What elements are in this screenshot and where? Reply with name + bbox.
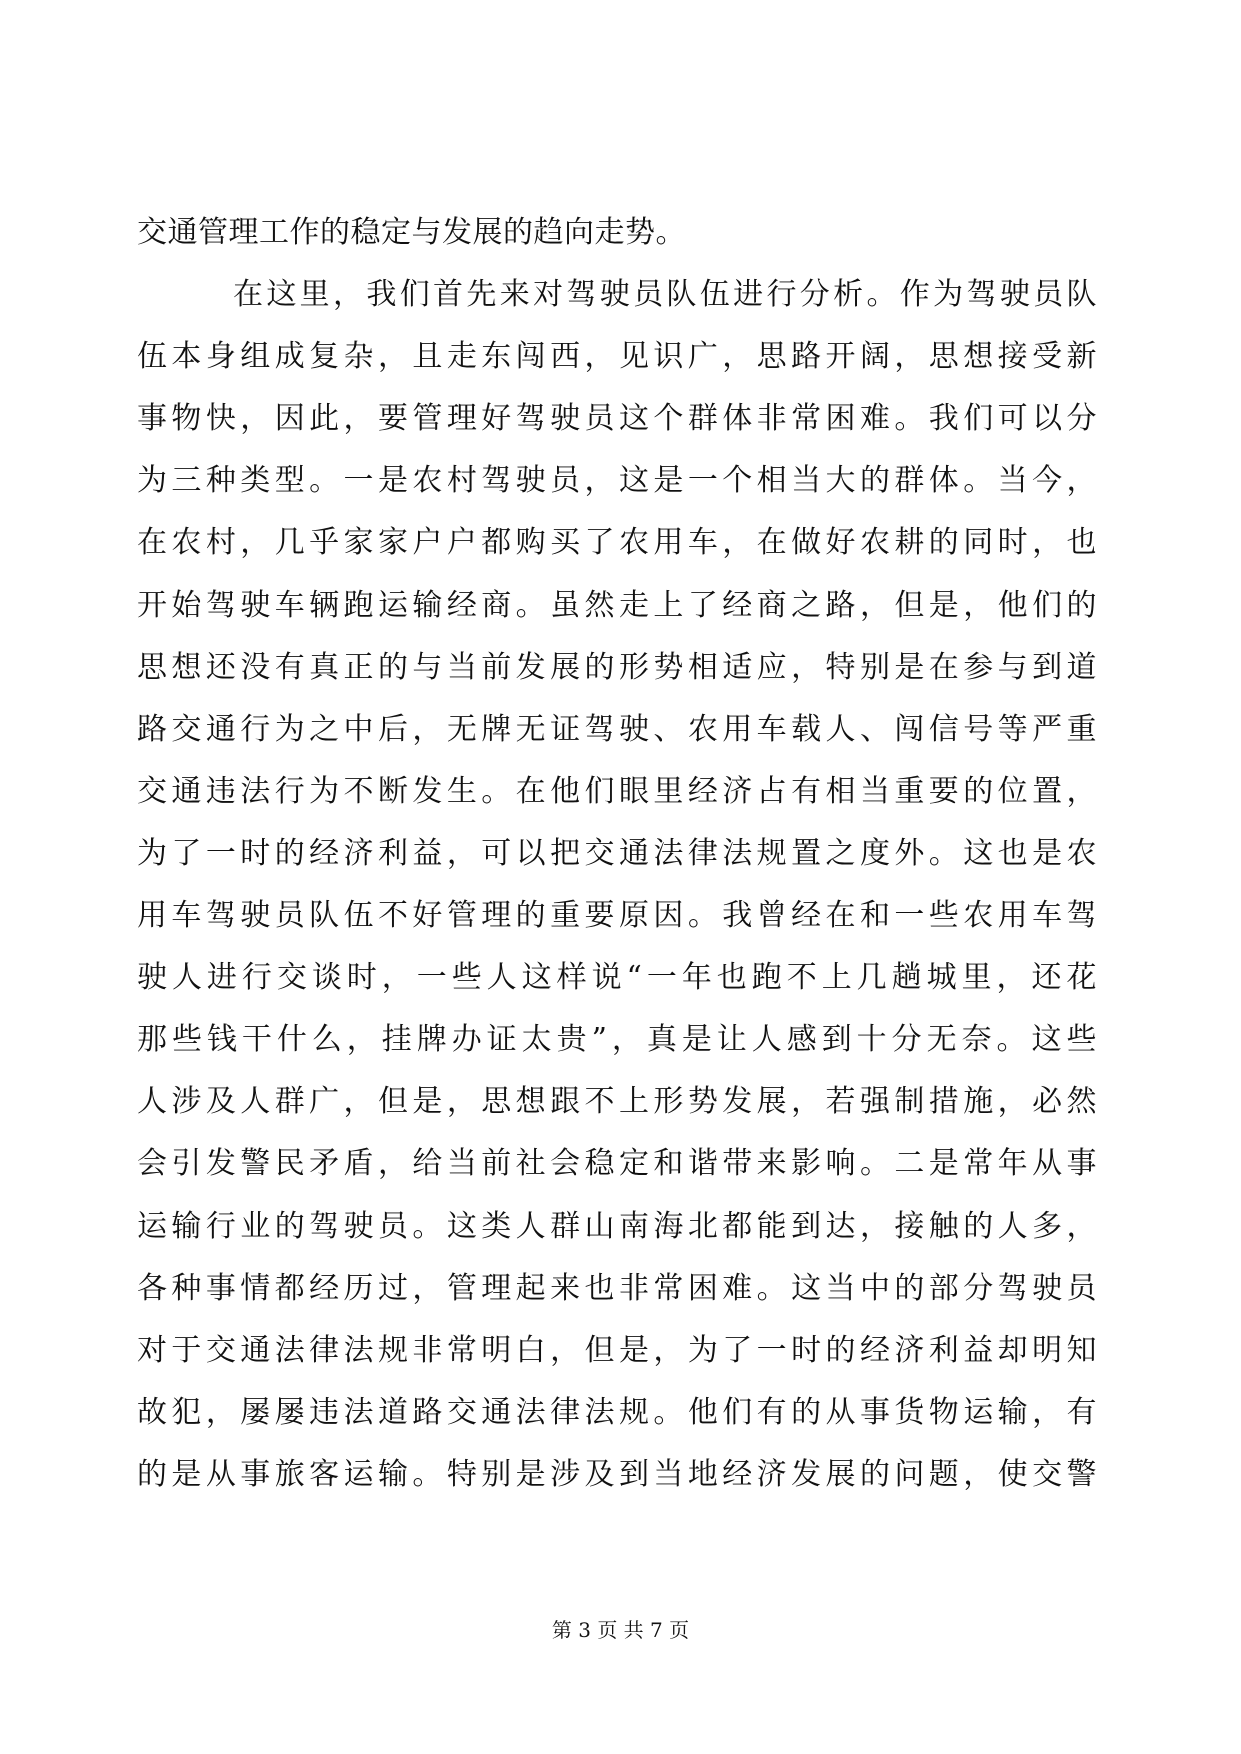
text-line: 路交通行为之中后，无牌无证驾驶、农用车载人、闯信号等严重 (137, 711, 1097, 747)
text-line: 思想还没有真正的与当前发展的形势相适应，特别是在参与到道 (137, 649, 1097, 685)
text-line: 用车驾驶员队伍不好管理的重要原因。我曾经在和一些农用车驾 (137, 898, 1097, 934)
text-line: 在这里，我们首先来对驾驶员队伍进行分析。作为驾驶员队 (233, 277, 1097, 313)
text-line: 事物快，因此，要管理好驾驶员这个群体非常困难。我们可以分 (137, 401, 1097, 437)
text-line: 那些钱干什么，挂牌办证太贵”，真是让人感到十分无奈。这些 (137, 1022, 1097, 1058)
page-number-footer: 第 3 页 共 7 页 (551, 1618, 690, 1642)
text-line: 交通管理工作的稳定与发展的趋向走势。 (137, 215, 686, 250)
text-line: 故犯，屡屡违法道路交通法律法规。他们有的从事货物运输，有 (137, 1394, 1097, 1430)
text-line: 会引发警民矛盾，给当前社会稳定和谐带来影响。二是常年从事 (137, 1146, 1097, 1182)
text-line: 对于交通法律法规非常明白，但是，为了一时的经济利益却明知 (137, 1332, 1097, 1368)
body-text (137, 202, 1097, 1506)
text-line: 运输行业的驾驶员。这类人群山南海北都能到达，接触的人多， (137, 1208, 1097, 1244)
text-line: 人涉及人群广，但是，思想跟不上形势发展，若强制措施，必然 (137, 1084, 1097, 1120)
text-line: 各种事情都经历过，管理起来也非常困难。这当中的部分驾驶员 (137, 1270, 1097, 1306)
text-line: 伍本身组成复杂，且走东闯西，见识广，思路开阔，思想接受新 (137, 339, 1097, 375)
text-line: 在农村，几乎家家户户都购买了农用车，在做好农耕的同时，也 (137, 525, 1097, 561)
text-line: 开始驾驶车辆跑运输经商。虽然走上了经商之路，但是，他们的 (137, 587, 1097, 623)
text-line: 为了一时的经济利益，可以把交通法律法规置之度外。这也是农 (137, 835, 1097, 871)
text-line: 为三种类型。一是农村驾驶员，这是一个相当大的群体。当今， (137, 463, 1097, 499)
text-line: 的是从事旅客运输。特别是涉及到当地经济发展的问题，使交警 (137, 1456, 1097, 1492)
text-line: 驶人进行交谈时，一些人这样说“一年也跑不上几趟城里，还花 (137, 960, 1097, 996)
text-line: 交通违法行为不断发生。在他们眼里经济占有相当重要的位置， (137, 773, 1097, 809)
